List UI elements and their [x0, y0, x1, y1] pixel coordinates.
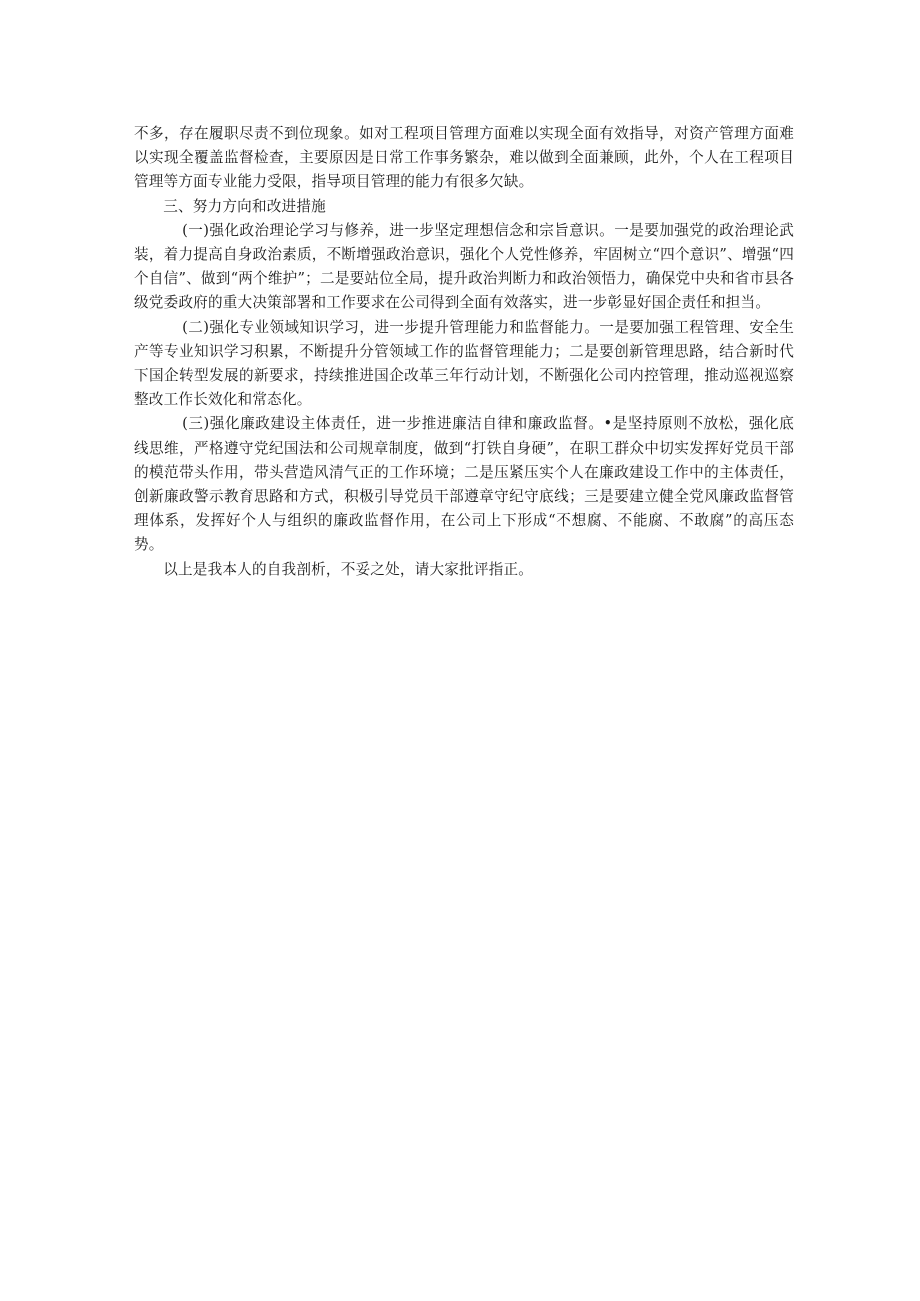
paragraph-measure-1: (一)强化政治理论学习与修养，进一步坚定理想信念和宗旨意识。一是要加强党的政治理论武装，着力提高自身政治素质，不断增强政治意识，强化个人党性修养，牢固树立“四个意识”、增强“四个自信”、做到“两个维护”；二是要站位全局，提升政治判断力和政治领悟力，确保党中央和省市县各级党委政府的重大决策部署和工作要求在公司得到全面有效落实，进一步彰显好国企责任和担当。 [134, 221, 794, 312]
paragraph-measure-2: (二)强化专业领域知识学习，进一步提升管理能力和监督能力。一是要加强工程管理、安全生产等专业知识学习积累，不断提升分管领域工作的监督管理能力；二是要创新管理思路，结合新时代下国企转型发展的新要求，持续推进国企改革三年行动计划，不断强化公司内控管理，推动巡视巡察整改工作长效化和常态化。 [134, 318, 794, 409]
paragraph-continuation: 不多，存在履职尽责不到位现象。如对工程项目管理方面难以实现全面有效指导，对资产管理方面难以实现全覆盖监督检查，主要原因是日常工作事务繁杂，难以做到全面兼顾，此外，个人在工程项目管理等方面专业能力受限，指导项目管理的能力有很多欠缺。 [134, 125, 794, 191]
section-heading: 三、努力方向和改进措施 [163, 197, 326, 215]
document-body [134, 122, 794, 582]
paragraph-measure-3: (三)强化廉政建设主体责任，进一步推进廉洁自律和廉政监督。•是坚持原则不放松，强化底线思维，严格遵守党纪国法和公司规章制度，做到“打铁自身硬”，在职工群众中切实发挥好党员干部的模范带头作用，带头营造风清气正的工作环境；二是压紧压实个人在廉政建设工作中的主体责任，创新廉政警示教育思路和方式，积极引导党员干部遵章守纪守底线；三是要建立健全党风廉政监督管理体系，发挥好个人与组织的廉政监督作用，在公司上下形成“不想腐、不能腐、不敢腐”的高压态势。 [134, 415, 794, 554]
paragraph-closing: 以上是我本人的自我剖析，不妥之处，请大家批评指正。 [163, 560, 534, 578]
